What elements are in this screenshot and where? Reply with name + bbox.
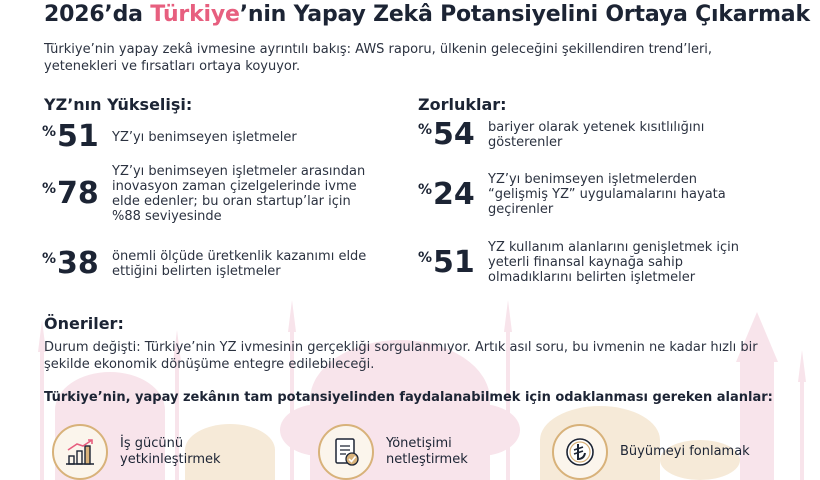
- focus-area-label: [620, 444, 750, 460]
- focus-area-funding: [552, 424, 750, 480]
- rise-heading: YZ’nın Yükselişi:: [44, 95, 193, 114]
- stat-value: 24: [433, 176, 475, 212]
- recommendations-heading: Öneriler:: [44, 314, 124, 333]
- rise-stat-3: [42, 247, 382, 281]
- percent-sign: %: [418, 122, 433, 138]
- intro-text: Türkiye’nin yapay zekâ ivmesine ayrıntılı bakış: AWS raporu, ülkenin geleceğini şekillendiren trend’leri, yetenekleri ve fırsatları ortaya koyuyor.: [44, 42, 713, 74]
- stat-description: bariyer olarak yetenek kısıtlılığını gösterenler: [488, 120, 705, 150]
- governance-document-icon: [318, 424, 374, 480]
- focus-area-line1: Yönetişimi: [386, 436, 452, 451]
- focus-area-governance: [318, 424, 468, 480]
- focus-area-line1: Büyümeyi fonlamak: [620, 444, 750, 459]
- focus-area-label: [120, 436, 221, 468]
- percent-sign: %: [418, 249, 433, 266]
- title-suffix: ’nin Yapay Zekâ Potansiyelini Ortaya Çıkarmak: [239, 2, 810, 27]
- percent-sign: %: [42, 124, 57, 140]
- focus-area-line1: İş gücünü: [120, 436, 184, 451]
- title-highlight: Türkiye: [150, 2, 240, 27]
- page-title: [44, 2, 810, 27]
- focus-area-label: [386, 436, 468, 468]
- stat-number: [418, 178, 488, 212]
- stat-number: [42, 120, 112, 154]
- stat-value: 51: [433, 244, 475, 280]
- challenges-heading: Zorluklar:: [418, 95, 507, 114]
- stat-number: [418, 118, 488, 152]
- stat-number: [42, 247, 112, 281]
- stat-description: YZ’yı benimseyen işletmelerden “gelişmiş YZ” uygulamalarını hayata geçirenler: [488, 172, 726, 217]
- stat-number: [42, 177, 112, 211]
- stat-value: 78: [57, 176, 99, 211]
- focus-area-workforce: [52, 424, 221, 480]
- challenge-stat-3: [418, 240, 768, 285]
- stat-value: 54: [433, 117, 475, 152]
- rise-stat-2: [42, 164, 382, 224]
- focus-area-line2: yetkinleştirmek: [120, 452, 221, 467]
- stat-description: YZ’yı benimseyen işletmeler: [112, 129, 297, 145]
- recommendations-text: Durum değişti: Türkiye’nin YZ ivmesinin gerçekliği sorgulanmıyor. Artık asıl soru, bu ivmenin ne kadar hızlı bir şekilde ekonomik dönüşüme entegre edilebileceği.: [44, 340, 758, 372]
- focus-area-line2: netleştirmek: [386, 452, 468, 467]
- lira-coin-icon: [552, 424, 608, 480]
- workforce-growth-icon: [52, 424, 108, 480]
- percent-sign: %: [42, 181, 57, 197]
- challenge-stat-1: [418, 118, 748, 152]
- rise-stat-1: [42, 120, 372, 154]
- percent-sign: %: [418, 181, 433, 198]
- stat-value: 51: [57, 119, 99, 154]
- stat-number: [418, 246, 488, 280]
- stat-description: YZ kullanım alanlarını genişletmek için yeterli finansal kaynağa sahip olmadıklarını belirten işletmeler: [488, 240, 739, 285]
- challenge-stat-2: [418, 172, 758, 217]
- title-prefix: 2026’da: [44, 2, 151, 27]
- stat-value: 38: [57, 246, 99, 281]
- percent-sign: %: [42, 251, 57, 267]
- stat-description: önemli ölçüde üretkenlik kazanımı elde ettiğini belirten işletmeler: [112, 249, 367, 279]
- focus-areas-heading: Türkiye’nin, yapay zekânın tam potansiyelinden faydalanabilmek için odaklanması gereken alanlar:: [44, 390, 773, 405]
- stat-description: YZ’yı benimseyen işletmeler arasından inovasyon zaman çizelgelerinde ivme elde edenler; bu oran startup’lar için %88 seviyesinde: [112, 164, 366, 224]
